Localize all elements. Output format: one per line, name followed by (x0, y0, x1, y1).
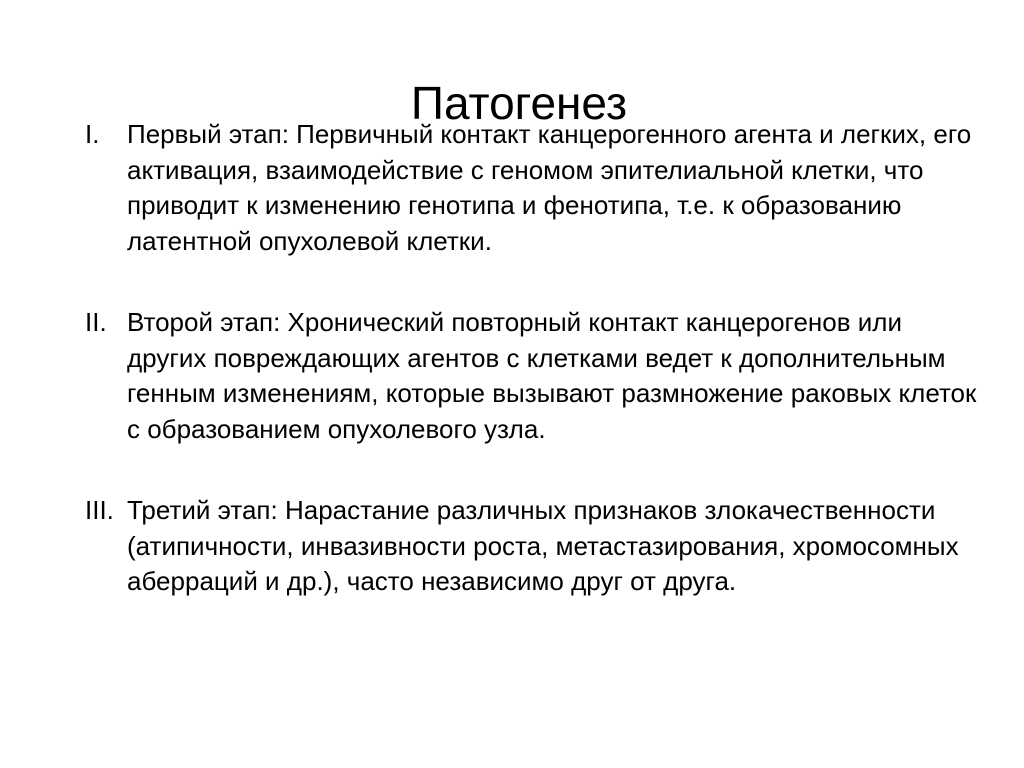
stage-numeral: I. (85, 119, 100, 149)
stage-item-3 (85, 493, 985, 600)
stages-list (85, 117, 985, 646)
stage-text: Первый этап: Первичный контакт канцерогенного агента и легких, его активация, взаимодействие с геномом эпителиальной клетки, что приводит к изменению генотипа и фенотипа, т.е. к образованию латентной опухолевой клетки. (127, 119, 972, 256)
stage-item-2 (85, 305, 985, 447)
stage-text: Третий этап: Нарастание различных признаков злокачественности (атипичности, инвазивности роста, метастазирования, хромосомных аберраций и др.), часто независимо друг от друга. (127, 495, 959, 596)
stage-numeral: II. (85, 307, 107, 337)
stage-item-1 (85, 117, 985, 259)
stage-text: Второй этап: Хронический повторный контакт канцерогенов или других повреждающих агентов с клетками ведет к дополнительным генным изменениям, которые вызывают размножение раковых клеток с образованием опухолевого узла. (127, 307, 977, 444)
stage-numeral: III. (85, 495, 114, 525)
slide-title: Патогенез (410, 76, 628, 129)
